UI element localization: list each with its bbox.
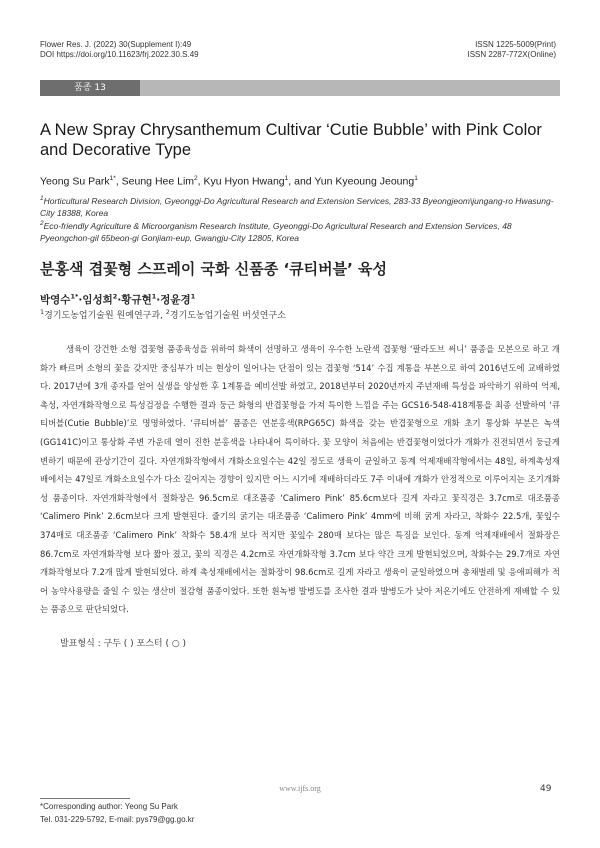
ko-author-1: 박영수 (40, 294, 71, 306)
ko-author-2-mark: 2 (112, 292, 118, 301)
journal-info: Flower Res. J. (2022) 30(Supplement I):49 (40, 40, 192, 49)
author-1: Yeong Su Park (40, 175, 110, 188)
footnote-divider (40, 798, 130, 799)
english-authors (40, 175, 418, 188)
issn-block (468, 40, 557, 60)
doi-link[interactable]: DOI https://doi.org/10.11623/frj.2022.30.S.49 (40, 50, 199, 59)
author-2: , Seung Hee Lim (115, 175, 195, 188)
korean-authors (40, 292, 195, 307)
affiliation-1 (40, 193, 560, 219)
author-2-mark: 2 (194, 175, 198, 182)
affiliation-2-text: Eco-friendly Agriculture & Microorganism Research Institute, Gyeonggi-Do Agricultural Research and Extension Services, 48 Pyeongchon-gil 65beon-gi Gonjiam-eup, Gwangju-City 12805, Korea (40, 220, 512, 243)
section-tag: 품종 13 (40, 80, 140, 96)
abstract-body: 생육이 강건한 소형 겹꽃형 품종육성을 위하여 화색이 선명하고 생육이 우수한 노란색 겹꽃형 ‘팔라도브 써니’ 품종을 모본으로 하고 개화가 빠르며 소형의 꽃을 갖지만 중심부가 비는 현상이 일어나는 단점이 있는 겹꽃형 ‘514’ 수집 계통을 부본으로 하여 2016년도에 교배하였다. 2017년에 3개 종자를 얻어 실생을 양성한 후 1계통을 예비선발 하였고, 2018년부터 2020년까지 주년재배 특성을 파악하기 위하여 억제, 촉성, 자연개화작형으로 특성검정을 수행한 결과 둥근 화형의 반겹꽃형을 가져 특이한 느낌을 주는 GCS16-548-418계통을 최종 선발하여 ‘큐티버블(Cutie Bubble)’로 명명하였다. ‘큐티버블’ 품종은 연분홍색(RPG65C) 화색을 갖는 반겹꽃형으로 개화 초기 통상화 부분은 녹색(GG141C)이고 통상화 주변 가운데 열이 진한 분홍색을 나타내어 특이하다. 꽃 모양이 처음에는 반겹꽃형이었다가 개화가 진전되면서 둥글게 변하기 때문에 관상기간이 길다. 자연개화작형에서 개화소요일수는 42일 정도로 생육이 균일하고 동계 억제재배작형에서는 48일, 하계촉성재배에서는 47일로 개화소요일수가 다소 길어지는 경향이 있지만 어느 시기에 재배하더라도 7주 이내에 개화가 안정적으로 이루어지는 조기개화성 품종이다. 자연개화작형에서 절화장은 96.5cm로 대조품종 ‘Calimero Pink’ 85.6cm보다 길게 자라고 꽃직경은 3.7cm로 대조품종 ‘Calimero Pink’ 2.6cm보다 크게 발현된다. 줄기의 굵기는 대조품종 ‘Calimero Pink’ 4mm에 비해 굵게 자라고, 착화수 22.5개, 꽃잎수 374매로 대조품종 ‘Calimero Pink’ 착화수 58.4개 보다 적지만 꽃잎수 280매 보다는 많은 특징을 보인다. 동계 억제재배에서 절화장은 86.7cm로 자연개화작형 보다 짧아 졌고, 꽃의 직경은 4.2cm로 자연개화작형 3.7cm 보다 약간 크게 발현되었으며, 착화수는 29.7개로 자연개화작형보다 7.2개 많게 발현되었다. 하계 촉성재배에서는 절화장이 98.6cm로 길게 자라고 생육이 균일하였으며 총채벌레 및 응애피해가 적어 농약사용량을 줄일 수 있는 생산비 절감형 품종이었다. 또한 흰녹병 발병도를 조사한 결과 발병도가 낮아 저온기에도 안전하게 재배할 수 있는 품종으로 판단되었다. (40, 344, 560, 615)
ko-author-4: ·정윤경 (156, 294, 191, 306)
affiliation-1-mark: 1 (40, 195, 44, 202)
section-bar (40, 80, 560, 96)
journal-website[interactable]: www.ijfs.org (279, 784, 321, 793)
ko-author-2: ·임성희 (78, 294, 113, 306)
author-3-mark: 1 (284, 175, 289, 182)
page-number: 49 (540, 784, 552, 794)
ko-aff-1: 경기도농업기술원 원예연구과, (44, 311, 166, 321)
ko-author-3-mark: 1 (151, 292, 157, 301)
ko-aff-1-mark: 1 (40, 308, 45, 316)
affiliation-1-text: Horticultural Research Division, Gyeonggi-Do Agricultural Research and Extension Services, 283-33 Byeongjeom\jungang-ro Hwasung-City 18388, Korea (40, 195, 554, 218)
presentation-format: 발표형식 : 구두 ( ) 포스터 ( ○ ) (60, 639, 187, 649)
korean-affiliations (40, 308, 286, 321)
ko-aff-2-mark: 2 (165, 308, 170, 316)
corresponding-author: *Corresponding author: Yeong Su Park (40, 802, 178, 811)
ko-author-4-mark: 1 (190, 292, 196, 301)
korean-title: 분홍색 겹꽃형 스프레이 국화 신품종 ‘큐티버블’ 육성 (40, 260, 388, 278)
contact-info: Tel. 031-229-5792, E-mail: pys79@gg.go.kr (40, 815, 195, 824)
issn-online: ISSN 2287-772X(Online) (467, 50, 556, 59)
ko-aff-2: 경기도농업기술원 버섯연구소 (169, 311, 286, 321)
author-1-mark: 1* (109, 175, 116, 182)
english-title: A New Spray Chrysanthemum Cultivar ‘Cutie Bubble’ with Pink Color and Decorative Type (40, 121, 542, 159)
affiliation-2-mark: 2 (40, 220, 44, 227)
issn-print: ISSN 1225-5009(Print) (475, 40, 556, 49)
journal-citation (40, 40, 199, 60)
affiliation-2 (40, 218, 560, 244)
ko-author-3: ·황규현 (117, 294, 152, 306)
author-4-mark: 1 (414, 175, 418, 182)
author-3: , Kyu Hyon Hwang (197, 175, 285, 188)
author-4: , and Yun Kyeoung Jeoung (288, 175, 415, 188)
ko-author-1-mark: 1* (70, 292, 79, 301)
